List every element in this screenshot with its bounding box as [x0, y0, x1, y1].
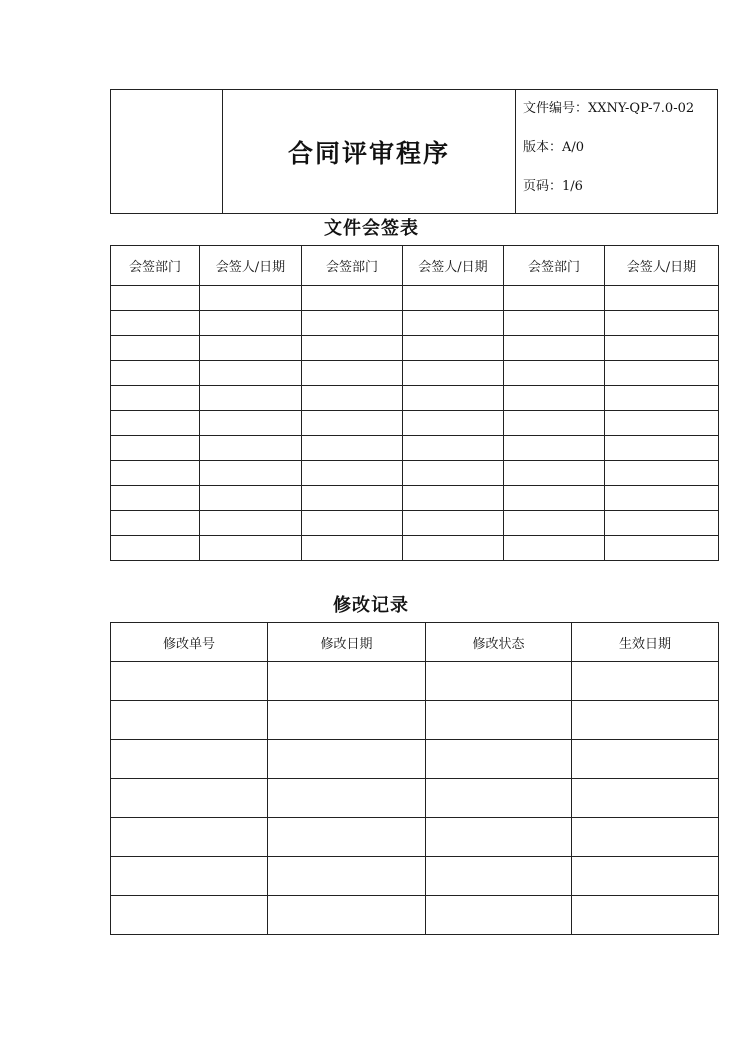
table-cell — [302, 461, 403, 486]
table-cell — [605, 436, 719, 461]
table-cell — [302, 336, 403, 361]
revision-table — [110, 622, 719, 935]
column-header: 会签人/日期 — [605, 246, 719, 286]
table-cell — [268, 740, 426, 779]
table-row — [111, 701, 719, 740]
table-cell — [268, 662, 426, 701]
table-cell — [605, 511, 719, 536]
table-cell — [605, 336, 719, 361]
table-cell — [302, 361, 403, 386]
revision-header-row — [111, 623, 719, 662]
table-cell — [111, 779, 268, 818]
table-row — [111, 411, 719, 436]
table-row — [111, 779, 719, 818]
document-header — [110, 89, 718, 214]
table-cell — [572, 857, 719, 896]
column-header: 生效日期 — [572, 623, 719, 662]
table-cell — [111, 311, 200, 336]
table-cell — [302, 386, 403, 411]
table-cell — [403, 386, 504, 411]
table-cell — [504, 311, 605, 336]
table-cell — [504, 386, 605, 411]
table-cell — [403, 361, 504, 386]
column-header: 会签部门 — [111, 246, 200, 286]
document-meta — [516, 90, 718, 214]
table-cell — [605, 461, 719, 486]
table-cell — [605, 311, 719, 336]
doc-version: 版本：A/0 — [523, 140, 585, 155]
table-cell — [426, 818, 572, 857]
table-cell — [200, 436, 302, 461]
table-row — [111, 286, 719, 311]
table-cell — [605, 286, 719, 311]
column-header: 会签人/日期 — [200, 246, 302, 286]
table-cell — [200, 386, 302, 411]
table-row — [111, 361, 719, 386]
column-header: 会签部门 — [504, 246, 605, 286]
table-cell — [111, 818, 268, 857]
table-cell — [426, 740, 572, 779]
table-cell — [572, 662, 719, 701]
table-cell — [111, 286, 200, 311]
table-cell — [605, 536, 719, 561]
table-cell — [200, 411, 302, 436]
table-cell — [403, 336, 504, 361]
table-row — [111, 336, 719, 361]
table-cell — [111, 411, 200, 436]
table-cell — [403, 486, 504, 511]
signoff-title: 文件会签表 — [324, 218, 419, 239]
table-cell — [302, 311, 403, 336]
table-cell — [572, 818, 719, 857]
table-row — [111, 740, 719, 779]
table-cell — [268, 701, 426, 740]
doc-page: 页码：1/6 — [523, 179, 583, 194]
table-cell — [605, 361, 719, 386]
table-cell — [605, 486, 719, 511]
table-cell — [111, 662, 268, 701]
table-cell — [111, 361, 200, 386]
column-header: 修改日期 — [268, 623, 426, 662]
table-cell — [111, 896, 268, 935]
table-cell — [302, 536, 403, 561]
table-cell — [200, 286, 302, 311]
column-header: 修改单号 — [111, 623, 268, 662]
column-header: 会签部门 — [302, 246, 403, 286]
table-cell — [302, 486, 403, 511]
table-cell — [200, 361, 302, 386]
doc-number: 文件编号：XXNY-QP-7.0-02 — [523, 101, 695, 116]
table-row — [111, 662, 719, 701]
table-cell — [426, 779, 572, 818]
table-cell — [403, 511, 504, 536]
table-cell — [200, 461, 302, 486]
document-title: 合同评审程序 — [287, 138, 450, 168]
table-cell — [572, 779, 719, 818]
table-cell — [504, 536, 605, 561]
table-row — [111, 311, 719, 336]
table-cell — [111, 486, 200, 511]
table-row — [111, 536, 719, 561]
table-row — [111, 818, 719, 857]
table-cell — [504, 436, 605, 461]
table-cell — [504, 286, 605, 311]
revision-title: 修改记录 — [333, 595, 409, 616]
table-cell — [302, 436, 403, 461]
table-cell — [268, 779, 426, 818]
table-cell — [302, 411, 403, 436]
table-cell — [111, 701, 268, 740]
table-cell — [111, 740, 268, 779]
table-cell — [302, 511, 403, 536]
logo-cell — [111, 90, 223, 214]
table-cell — [504, 336, 605, 361]
table-cell — [111, 511, 200, 536]
table-cell — [504, 486, 605, 511]
table-cell — [111, 461, 200, 486]
signoff-table — [110, 245, 719, 561]
table-cell — [200, 486, 302, 511]
table-row — [111, 486, 719, 511]
table-cell — [605, 386, 719, 411]
table-cell — [504, 361, 605, 386]
table-row — [111, 461, 719, 486]
title-cell — [223, 90, 516, 214]
table-row — [111, 436, 719, 461]
table-cell — [426, 701, 572, 740]
table-cell — [302, 286, 403, 311]
column-header: 会签人/日期 — [403, 246, 504, 286]
table-row — [111, 857, 719, 896]
table-row — [111, 511, 719, 536]
table-cell — [111, 386, 200, 411]
table-row — [111, 896, 719, 935]
signoff-header-row — [111, 246, 719, 286]
table-cell — [200, 511, 302, 536]
column-header: 修改状态 — [426, 623, 572, 662]
table-cell — [200, 536, 302, 561]
table-cell — [426, 662, 572, 701]
table-cell — [426, 896, 572, 935]
table-cell — [403, 461, 504, 486]
table-cell — [605, 411, 719, 436]
table-cell — [504, 411, 605, 436]
table-cell — [111, 536, 200, 561]
table-cell — [403, 286, 504, 311]
table-cell — [572, 896, 719, 935]
table-cell — [403, 311, 504, 336]
table-cell — [111, 336, 200, 361]
table-cell — [268, 896, 426, 935]
table-cell — [572, 740, 719, 779]
table-cell — [403, 436, 504, 461]
table-row — [111, 386, 719, 411]
table-cell — [111, 857, 268, 896]
table-cell — [426, 857, 572, 896]
table-cell — [572, 701, 719, 740]
table-cell — [403, 411, 504, 436]
table-cell — [268, 818, 426, 857]
table-cell — [268, 857, 426, 896]
table-cell — [504, 511, 605, 536]
table-cell — [200, 336, 302, 361]
table-cell — [403, 536, 504, 561]
table-cell — [111, 436, 200, 461]
table-cell — [504, 461, 605, 486]
table-cell — [200, 311, 302, 336]
